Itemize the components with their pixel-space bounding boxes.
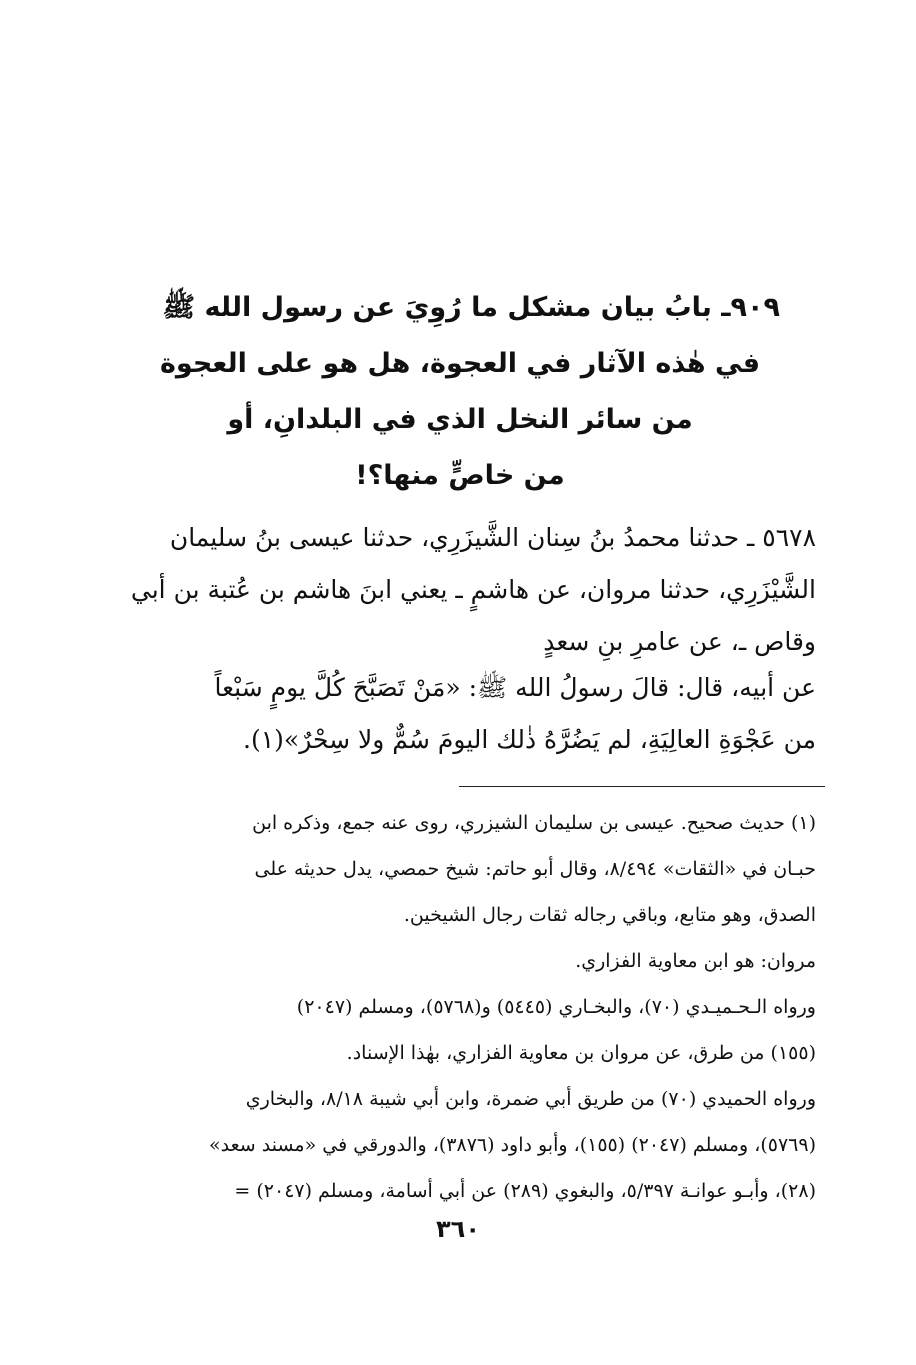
footnote-line: الصدق، وهو متابع، وباقي رجاله ثقات رجال الشيخين. — [403, 904, 816, 926]
footnote-line: (١) حديث صحيح. عيسى بن سليمان الشيزري، روى عنه جمع، وذكره ابن — [252, 812, 816, 834]
footnote-block — [96, 938, 816, 984]
isnad-line: وقاص ـ، عن عامرِ بنِ سعدٍ — [543, 627, 816, 656]
matn-line: من عَجْوَةِ العالِيَةِ، لم يَضُرَّهُ ذٰلك اليومَ سُمٌّ ولا سِحْرٌ»(١). — [243, 725, 816, 754]
footnote-separator — [459, 786, 825, 787]
chapter-heading-line: في هٰذه الآثار في العجوة، هل هو على العجوة — [159, 348, 761, 379]
footnote-line: (١٥٥) من طرق، عن مروان بن معاوية الفزاري، بهٰذا الإسناد. — [346, 1042, 816, 1064]
chapter-heading — [140, 280, 780, 504]
footnote-block — [96, 1076, 816, 1214]
footnote-line: حبـان في «الثقات» ٨/٤٩٤، وقال أبو حاتم: شيخ حمصي، يدل حديثه على — [254, 858, 816, 880]
chapter-heading-line: ٩٠٩ـ بابُ بيان مشكل ما رُوِيَ عن رسول الله ﷺ — [162, 292, 780, 323]
footnote-block — [96, 800, 816, 938]
hadith-matn — [96, 662, 816, 766]
isnad-line: الشَّيْزَرِي، حدثنا مروان، عن هاشمٍ ـ يعني ابنَ هاشم بن عُتبة بن أبي — [130, 575, 816, 604]
page-number: ٣٦٠ — [436, 1215, 480, 1243]
footnote-line: ورواه الحميدي (٧٠) من طريق أبي ضمرة، وابن أبي شيبة ٨/١٨، والبخاري — [245, 1088, 816, 1110]
footnote-line: (٢٨)، وأبـو عوانـة ٥/٣٩٧، والبغوي (٢٨٩) عن أبي أسامة، ومسلم (٢٠٤٧) = — [234, 1180, 816, 1202]
chapter-heading-line: من خاصٍّ منها؟! — [355, 460, 565, 491]
chapter-heading-line: من سائر النخل الذي في البلدانِ، أو — [227, 404, 693, 435]
matn-line: عن أبيه، قال: قالَ رسولُ الله ﷺ: «مَنْ تَصَبَّحَ كُلَّ يومٍ سَبْعاً — [214, 673, 816, 702]
footnotes — [96, 800, 816, 1214]
footnote-block — [96, 984, 816, 1076]
footnote-line: (٥٧٦٩)، ومسلم (٢٠٤٧) (١٥٥)، وأبو داود (٣٨٧٦)، والدورقي في «مسند سعد» — [209, 1134, 816, 1156]
isnad-line: ٥٦٧٨ ـ حدثنا محمدُ بنُ سِنان الشَّيزَرِي، حدثنا عيسى بنُ سليمان — [169, 523, 816, 552]
hadith-isnad — [96, 512, 816, 668]
footnote-line: ورواه الـحـميـدي (٧٠)، والبخـاري (٥٤٤٥) و(٥٧٦٨)، ومسلم (٢٠٤٧) — [296, 996, 816, 1018]
footnote-line: مروان: هو ابن معاوية الفزاري. — [575, 950, 816, 972]
